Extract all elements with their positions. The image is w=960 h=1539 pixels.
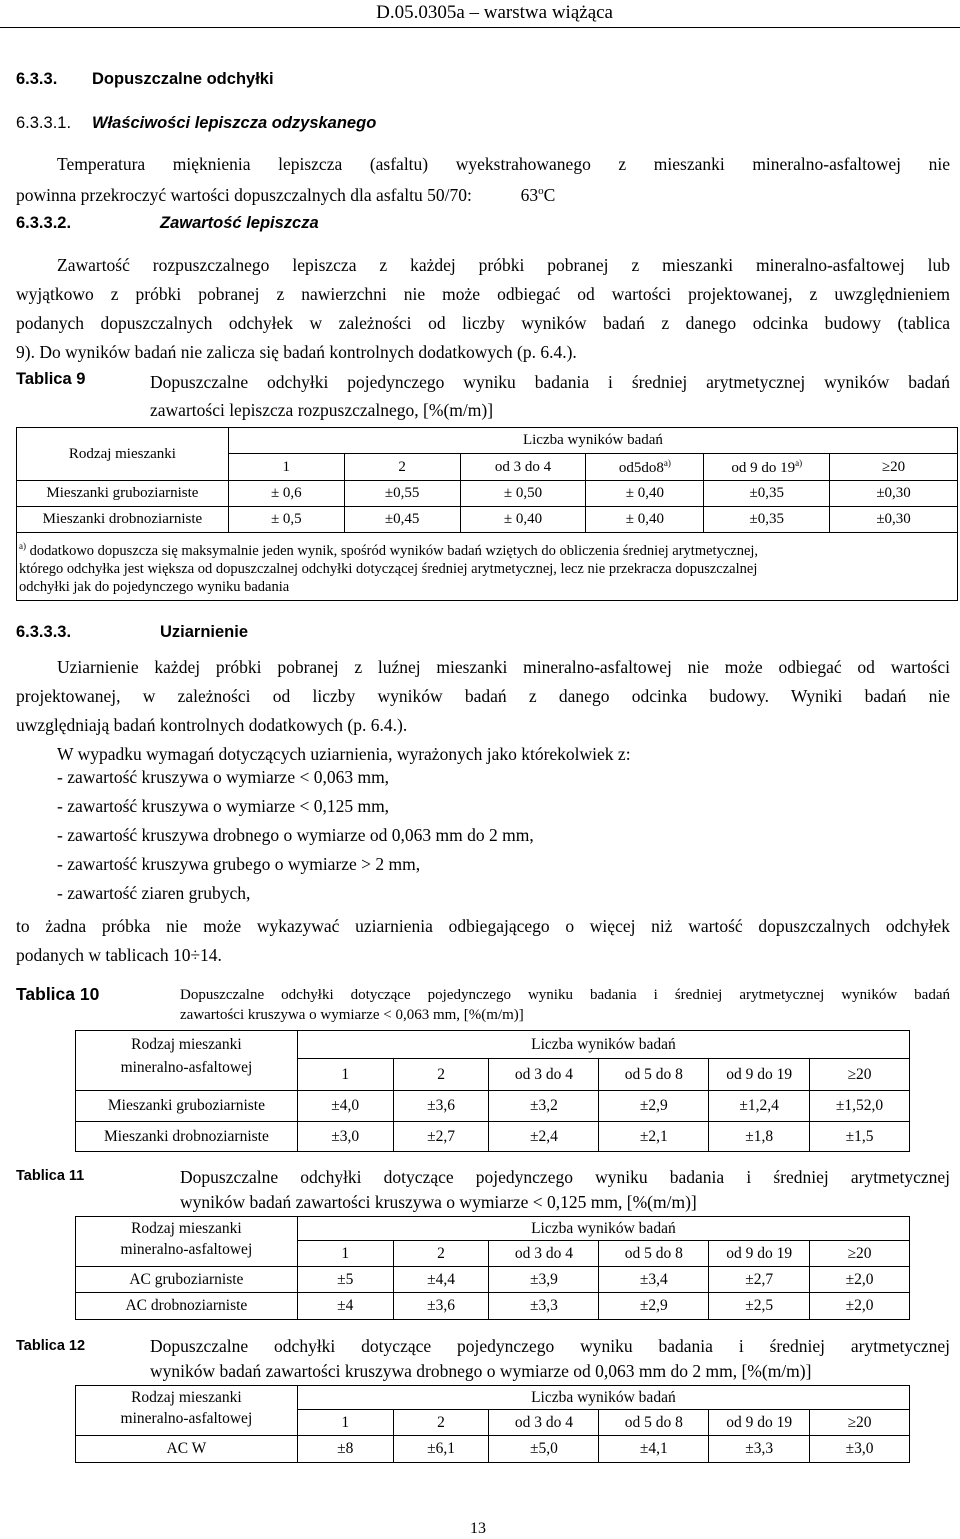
table-row xyxy=(76,1091,910,1122)
section-number: 6.3.3. xyxy=(16,70,58,88)
table-cell: ± 0,40 xyxy=(460,507,586,533)
table-11 xyxy=(75,1216,910,1320)
list-item-text: zawartość kruszywa o wymiarze < 0,063 mm, xyxy=(67,767,390,787)
row-label: AC W xyxy=(76,1436,298,1463)
column-header-text: od 9 do 19 xyxy=(731,459,796,476)
table-cell: ±3,4 xyxy=(599,1267,709,1293)
degree-sup: o xyxy=(538,185,544,197)
paragraph-line: W wypadku wymagań dotyczących uziarnienia, wyrażonych jako którekolwiek z: xyxy=(57,744,631,764)
column-header: od 9 do 19 xyxy=(709,1241,810,1267)
column-header: 2 xyxy=(393,1410,489,1436)
table-row xyxy=(76,1267,910,1293)
column-header: 2 xyxy=(393,1059,489,1091)
column-header: 1 xyxy=(297,1410,393,1436)
table-cell: ±1,2,4 xyxy=(709,1091,810,1122)
table-caption: Dopuszczalne odchyłki pojedynczego wyniku badania i średniej arytmetycznej wyników badań xyxy=(150,372,950,392)
header-divider xyxy=(0,27,960,28)
table-cell: ±3,3 xyxy=(489,1293,599,1320)
column-header: mineralno-asfaltowej xyxy=(76,1059,298,1091)
list-bullet: - xyxy=(57,854,63,874)
subsection-title: Właściwości lepiszcza odzyskanego xyxy=(92,114,377,132)
table-note-line xyxy=(19,537,955,560)
list-item xyxy=(57,825,534,846)
list-item xyxy=(57,883,250,904)
table-cell: ± 0,50 xyxy=(460,481,586,507)
table-cell: ±5,0 xyxy=(489,1436,599,1463)
paragraph-line xyxy=(16,177,555,210)
column-header: 2 xyxy=(393,1241,489,1267)
table-cell: ±5 xyxy=(297,1267,393,1293)
table-cell: ±0,35 xyxy=(704,507,830,533)
table-cell: ±2,0 xyxy=(810,1293,910,1320)
table-row xyxy=(17,507,958,533)
row-label: AC drobnoziarniste xyxy=(76,1293,298,1320)
table-cell: ±1,8 xyxy=(709,1122,810,1152)
column-header: mineralno-asfaltowej xyxy=(76,1410,298,1436)
paragraph-line: projektowanej, w zależności od liczby wyników badań z danego odcinka budowy. Wyniki badań nie xyxy=(16,686,950,706)
paragraph-line: wyjątkowo z próbki pobranej z nawierzchni nie może odbiegać od wartości projektowanej, z uwzględnieniem xyxy=(16,284,950,304)
column-header: ≥20 xyxy=(810,1410,910,1436)
column-header: od 5 do 8 xyxy=(599,1241,709,1267)
table-cell: ±4,1 xyxy=(599,1436,709,1463)
table-note-line: odchyłki jak do pojedynczego wyniku badania xyxy=(19,578,290,595)
list-bullet: - xyxy=(57,825,63,845)
table-10 xyxy=(75,1030,910,1152)
column-header: ≥20 xyxy=(810,1241,910,1267)
table-cell: ±2,4 xyxy=(489,1122,599,1152)
table-cell: ± 0,5 xyxy=(228,507,344,533)
column-header: mineralno-asfaltowej xyxy=(76,1241,298,1267)
column-header: Rodzaj mieszanki xyxy=(76,1031,298,1059)
subsection-number: 6.3.3.1. xyxy=(16,114,72,132)
column-header xyxy=(704,454,830,481)
list-item-text: zawartość kruszywa grubego o wymiarze > 2 mm, xyxy=(67,854,421,874)
table-cell: ±2,0 xyxy=(810,1267,910,1293)
table-label: Tablica 12 xyxy=(16,1338,86,1354)
page-number: 13 xyxy=(470,1520,486,1537)
column-header: Rodzaj mieszanki xyxy=(76,1386,298,1410)
table-cell: ±2,7 xyxy=(393,1122,489,1152)
table-cell: ±1,5 xyxy=(810,1122,910,1152)
column-header: od 5 do 8 xyxy=(599,1410,709,1436)
paragraph-line: 9). Do wyników badań nie zalicza się badań kontrolnych dodatkowych (p. 6.4.). xyxy=(16,342,577,362)
paragraph-text: powinna przekroczyć wartości dopuszczalnych dla asfaltu 50/70: xyxy=(16,184,472,205)
table-caption: zawartości kruszywa o wymiarze < 0,063 mm, [%(m/m)] xyxy=(180,1007,524,1023)
row-label: Mieszanki gruboziarniste xyxy=(76,1091,298,1122)
subsection-title: Uziarnienie xyxy=(160,623,249,641)
table-cell: ±0,30 xyxy=(830,507,958,533)
list-bullet: - xyxy=(57,796,63,816)
column-header: ≥20 xyxy=(830,454,958,481)
list-item-text: zawartość ziaren grubych, xyxy=(67,883,251,903)
table-note-text: dodatkowo dopuszcza się maksymalnie jeden wynik, spośród wyników badań wziętych do obliczenia średniej arytmetycznej, xyxy=(29,542,759,559)
table-caption: Dopuszczalne odchyłki dotyczące pojedynczego wyniku badania i średniej arytmetycznej wyników badań xyxy=(180,987,950,1003)
column-header: od 3 do 4 xyxy=(460,454,586,481)
row-label: Mieszanki gruboziarniste xyxy=(17,481,229,507)
table-cell: ± 0,40 xyxy=(586,481,704,507)
table-row xyxy=(76,1436,910,1463)
footnote-marker: a) xyxy=(19,541,26,551)
paragraph-line: Uziarnienie każdej próbki pobranej z luźnej mieszanki mineralno-asfaltowej nie może odbiegać od wartości xyxy=(57,657,950,677)
column-group-header: Liczba wyników badań xyxy=(297,1217,909,1241)
document-id: D.05.0305a – warstwa wiążąca xyxy=(376,2,613,23)
table-caption: wyników badań zawartości kruszywa drobnego o wymiarze od 0,063 mm do 2 mm, [%(m/m)] xyxy=(150,1361,812,1381)
table-caption: zawartości lepiszcza rozpuszczalnego, [%(m/m)] xyxy=(150,400,494,420)
paragraph-line: podanych w tablicach 10÷14. xyxy=(16,945,222,965)
temperature-unit: C xyxy=(543,184,556,205)
table-note xyxy=(17,533,958,601)
paragraph-line: Zawartość rozpuszczalnego lepiszcza z każdej próbki pobranej z mieszanki mineralno-asfaltowej lub xyxy=(57,255,950,275)
column-header: Rodzaj mieszanki xyxy=(17,428,229,481)
footnote-marker: a) xyxy=(795,457,803,468)
column-header: od 9 do 19 xyxy=(709,1059,810,1091)
table-label: Tablica 10 xyxy=(16,984,100,1004)
section-title: Dopuszczalne odchyłki xyxy=(92,70,274,88)
table-12 xyxy=(75,1385,910,1463)
row-label: Mieszanki drobnoziarniste xyxy=(17,507,229,533)
column-header: Rodzaj mieszanki xyxy=(76,1217,298,1241)
column-header: 1 xyxy=(297,1059,393,1091)
table-cell: ±2,9 xyxy=(599,1293,709,1320)
column-header: od 3 do 4 xyxy=(489,1410,599,1436)
paragraph-line: uwzględniają badań kontrolnych dodatkowych (p. 6.4.). xyxy=(16,715,408,735)
table-cell: ±2,9 xyxy=(599,1091,709,1122)
column-header xyxy=(586,454,704,481)
table-cell: ±3,0 xyxy=(297,1122,393,1152)
table-note-line: którego odchyłka jest większa od dopuszczalnej odchyłki dotyczącej średniej arytmetycznej, lecz nie przekracza dopuszczalnej xyxy=(19,560,758,577)
list-bullet: - xyxy=(57,767,63,787)
table-cell: ±0,55 xyxy=(344,481,460,507)
paragraph-line: podanych dopuszczalnych odchyłek w zależności od liczby wyników badań z danego odcinka budowy (tablica xyxy=(16,313,950,333)
table-cell: ±4 xyxy=(297,1293,393,1320)
table-row xyxy=(76,1293,910,1320)
list-item-text: zawartość kruszywa o wymiarze < 0,125 mm, xyxy=(67,796,390,816)
footnote-marker: a) xyxy=(663,457,671,468)
list-item xyxy=(57,796,389,817)
table-cell: ±3,9 xyxy=(489,1267,599,1293)
table-9 xyxy=(16,427,958,601)
column-header: od 5 do 8 xyxy=(599,1059,709,1091)
column-header: 1 xyxy=(228,454,344,481)
table-cell: ± 0,40 xyxy=(586,507,704,533)
table-row xyxy=(76,1122,910,1152)
table-cell: ±2,5 xyxy=(709,1293,810,1320)
column-header: od 3 do 4 xyxy=(489,1059,599,1091)
list-item xyxy=(57,767,389,788)
table-cell: ±1,52,0 xyxy=(810,1091,910,1122)
table-row xyxy=(17,481,958,507)
table-cell: ± 0,6 xyxy=(228,481,344,507)
table-cell: ±6,1 xyxy=(393,1436,489,1463)
list-item-text: zawartość kruszywa drobnego o wymiarze od 0,063 mm do 2 mm, xyxy=(67,825,534,845)
list-item xyxy=(57,854,420,875)
column-header: od 3 do 4 xyxy=(489,1241,599,1267)
column-group-header: Liczba wyników badań xyxy=(297,1031,909,1059)
table-cell: ±0,30 xyxy=(830,481,958,507)
table-caption: wyników badań zawartości kruszywa o wymiarze < 0,125 mm, [%(m/m)] xyxy=(180,1192,697,1212)
table-cell: ±4,4 xyxy=(393,1267,489,1293)
row-label: Mieszanki drobnoziarniste xyxy=(76,1122,298,1152)
table-cell: ±8 xyxy=(297,1436,393,1463)
column-header: ≥20 xyxy=(810,1059,910,1091)
subsection-number: 6.3.3.2. xyxy=(16,214,72,232)
column-group-header: Liczba wyników badań xyxy=(228,428,957,454)
column-header: od 9 do 19 xyxy=(709,1410,810,1436)
subsection-title: Zawartość lepiszcza xyxy=(160,214,319,232)
table-cell: ±0,45 xyxy=(344,507,460,533)
column-group-header: Liczba wyników badań xyxy=(297,1386,909,1410)
table-cell: ±0,35 xyxy=(704,481,830,507)
column-header-text: od5do8 xyxy=(618,459,664,476)
paragraph-line: Temperatura mięknienia lepiszcza (asfaltu) wyekstrahowanego z mieszanki mineralno-asfaltowej nie xyxy=(57,154,950,174)
paragraph-line: to żadna próbka nie może wykazywać uziarnienia odbiegającego o więcej niż wartość dopuszczalnych odchyłek xyxy=(16,916,950,936)
table-cell: ±3,6 xyxy=(393,1293,489,1320)
table-note-row xyxy=(17,533,958,601)
table-cell: ±2,7 xyxy=(709,1267,810,1293)
table-cell: ±3,6 xyxy=(393,1091,489,1122)
column-header: 2 xyxy=(344,454,460,481)
column-header: 1 xyxy=(297,1241,393,1267)
temperature-value: 63 xyxy=(520,184,539,205)
table-caption: Dopuszczalne odchyłki dotyczące pojedynczego wyniku badania i średniej arytmetycznej xyxy=(180,1167,950,1187)
table-label: Tablica 11 xyxy=(16,1168,85,1184)
row-label: AC gruboziarniste xyxy=(76,1267,298,1293)
table-cell: ±3,3 xyxy=(709,1436,810,1463)
table-label: Tablica 9 xyxy=(16,370,86,388)
list-bullet: - xyxy=(57,883,63,903)
subsection-number: 6.3.3.3. xyxy=(16,623,72,641)
table-cell: ±3,2 xyxy=(489,1091,599,1122)
table-cell: ±4,0 xyxy=(297,1091,393,1122)
table-caption: Dopuszczalne odchyłki dotyczące pojedynczego wyniku badania i średniej arytmetycznej xyxy=(150,1336,950,1356)
table-cell: ±2,1 xyxy=(599,1122,709,1152)
table-cell: ±3,0 xyxy=(810,1436,910,1463)
